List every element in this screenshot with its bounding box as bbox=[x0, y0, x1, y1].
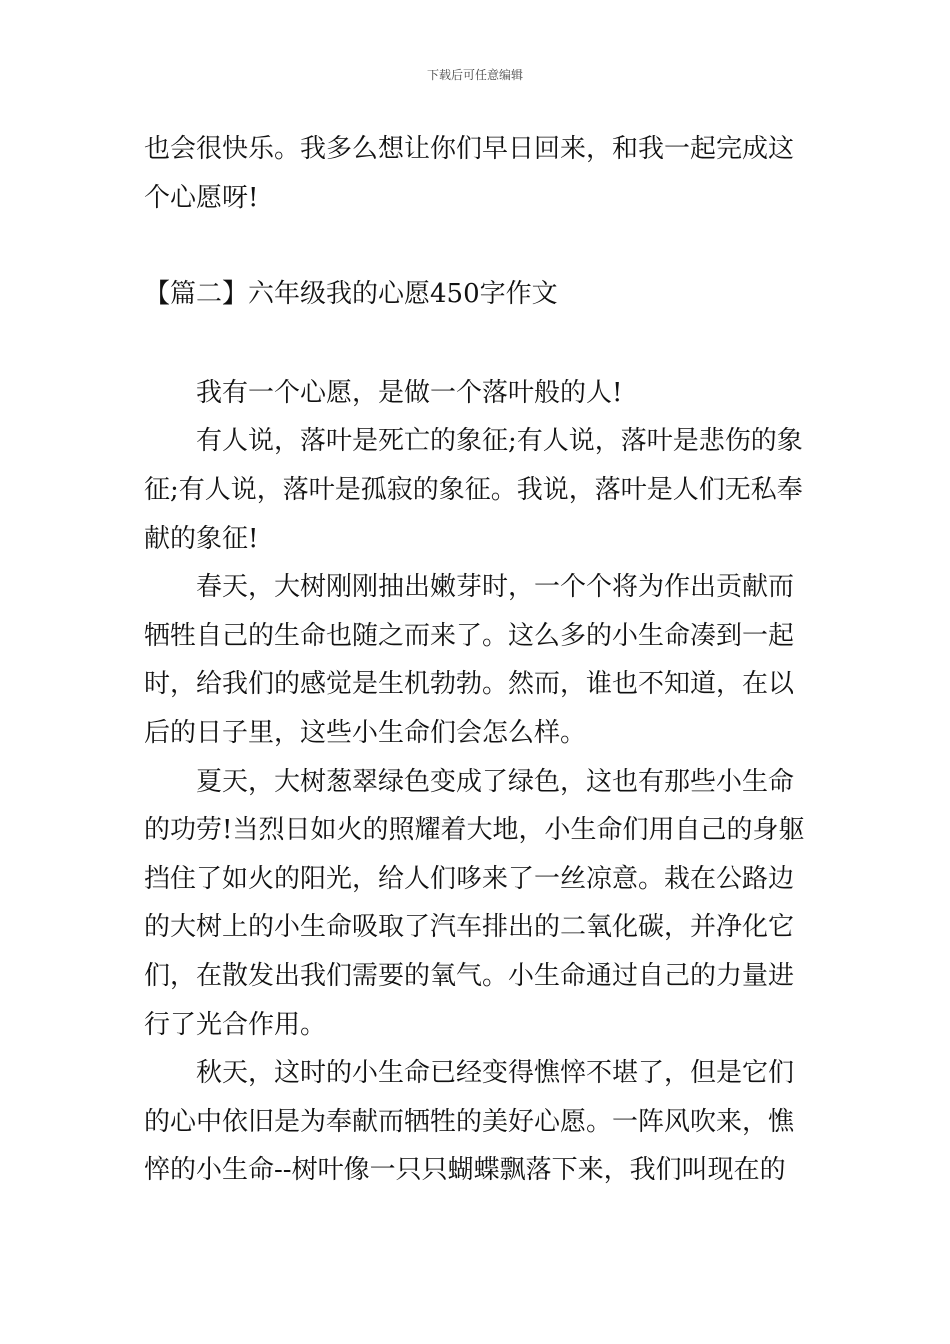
section-title: 【篇二】六年级我的心愿450字作文 bbox=[144, 279, 558, 310]
paragraph: 有人说，落叶是死亡的象征;有人说，落叶是悲伤的象征;有人说，落叶是孤寂的象征。我说，落叶是人们无私奉献的象征! bbox=[144, 426, 803, 554]
paragraph: 春天，大树刚刚抽出嫩芽时，一个个将为作出贡献而牺牲自己的生命也随之而来了。这么多的小生命凑到一起时，给我们的感觉是生机勃勃。然而，谁也不知道，在以后的日子里，这些小生命们会怎么样。 bbox=[144, 572, 795, 748]
continuation-paragraph: 也会很快乐。我多么想让你们早日回来，和我一起完成这个心愿呀! bbox=[144, 134, 795, 213]
paragraph: 夏天，大树葱翠绿色变成了绿色，这也有那些小生命的功劳!当烈日如火的照耀着大地，小生命们用自己的身躯挡住了如火的阳光，给人们哆来了一丝凉意。栽在公路边的大树上的小生命吸取了汽车排出的二氧化碳，并净化它们，在散发出我们需要的氧气。小生命通过自己的力量进行了光合作用。 bbox=[144, 766, 805, 1040]
paragraph: 我有一个心愿，是做一个落叶般的人! bbox=[196, 377, 623, 408]
paragraph: 秋天，这时的小生命已经变得憔悴不堪了，但是它们的心中依旧是为奉献而牺牲的美好心愿。一阵风吹来，憔悴的小生命--树叶像一只只蝴蝶飘落下来，我们叫现在的 bbox=[144, 1058, 795, 1186]
document-body bbox=[144, 125, 808, 1195]
page-header-note: 下载后可任意编辑 bbox=[426, 68, 523, 82]
